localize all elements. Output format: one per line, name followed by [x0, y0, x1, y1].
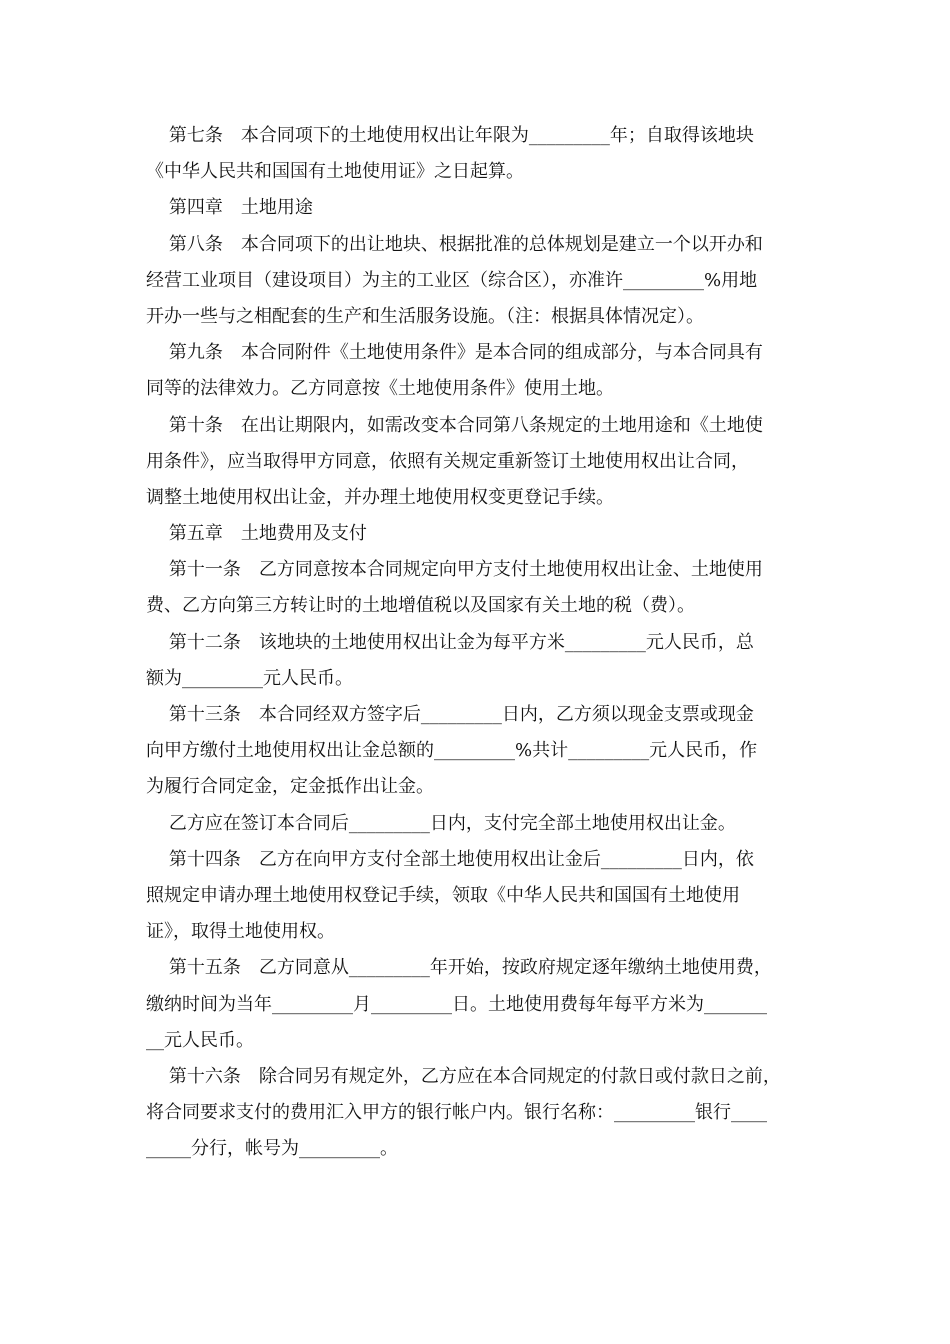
text-line: 第十五条 乙方同意从_________年开始，按政府规定逐年缴纳土地使用费，	[146, 957, 772, 979]
text-line: 费、乙方向第三方转让时的土地增值税以及国家有关土地的税（费）。	[146, 595, 695, 617]
text-line: 第十三条 本合同经双方签字后_________日内，乙方须以现金支票或现金	[146, 704, 754, 725]
text-line: 第七条 本合同项下的土地使用权出让年限为_________年；自取得该地块	[146, 125, 754, 146]
chapter-heading: 第五章 土地费用及支付	[146, 523, 367, 545]
text-line: 向甲方缴付土地使用权出让金总额的_________%共计_________元人民币，作	[146, 740, 758, 762]
text-line: 第十一条 乙方同意按本合同规定向甲方支付土地使用权出让金、土地使用	[146, 559, 763, 581]
text-line: 《中华人民共和国国有土地使用证》之日起算。	[146, 161, 524, 183]
text-line: _____分行，帐号为_________。	[146, 1138, 398, 1160]
text-line: 开办一些与之相配套的生产和生活服务设施。（注：根据具体情况定）。	[146, 305, 704, 327]
text-line: 乙方应在签订本合同后_________日内，支付完全部土地使用权出让金。	[146, 812, 736, 834]
text-line: 将合同要求支付的费用汇入甲方的银行帐户内。银行名称：_________银行____	[146, 1102, 767, 1124]
text-line: 照规定申请办理土地使用权登记手续，领取《中华人民共和国国有土地使用	[146, 884, 740, 906]
text-line: 证》，取得土地使用权。	[146, 921, 335, 943]
text-line: 第十条 在出让期限内，如需改变本合同第八条规定的土地用途和《土地使	[146, 414, 763, 436]
text-line: 经营工业项目（建设项目）为主的工业区（综合区），亦准许_________%用地	[146, 269, 758, 291]
text-line: 用条件》，应当取得甲方同意，依照有关规定重新签订土地使用权出让合同，	[146, 450, 749, 472]
text-line: 第九条 本合同附件《土地使用条件》是本合同的组成部分，与本合同具有	[146, 342, 763, 364]
text-line: 额为_________元人民币。	[146, 667, 353, 689]
text-line: 第十六条 除合同另有规定外，乙方应在本合同规定的付款日或付款日之前，	[146, 1065, 781, 1087]
chapter-heading: 第四章 土地用途	[146, 197, 313, 219]
text-line: __元人民币。	[146, 1029, 254, 1051]
text-line: 第八条 本合同项下的出让地块、根据批准的总体规划是建立一个以开办和	[146, 233, 763, 255]
text-line: 第十二条 该地块的土地使用权出让金为每平方米_________元人民币，总	[146, 631, 754, 653]
text-line: 缴纳时间为当年_________月_________日。土地使用费每年每平方米为_______	[146, 993, 767, 1015]
text-line: 第十四条 乙方在向甲方支付全部土地使用权出让金后_________日内，依	[146, 848, 754, 870]
text-line: 为履行合同定金，定金抵作出让金。	[146, 776, 434, 798]
contract-body	[146, 118, 812, 1167]
text-line: 调整土地使用权出让金，并办理土地使用权变更登记手续。	[146, 486, 614, 508]
text-line: 同等的法律效力。乙方同意按《土地使用条件》使用土地。	[146, 378, 614, 400]
